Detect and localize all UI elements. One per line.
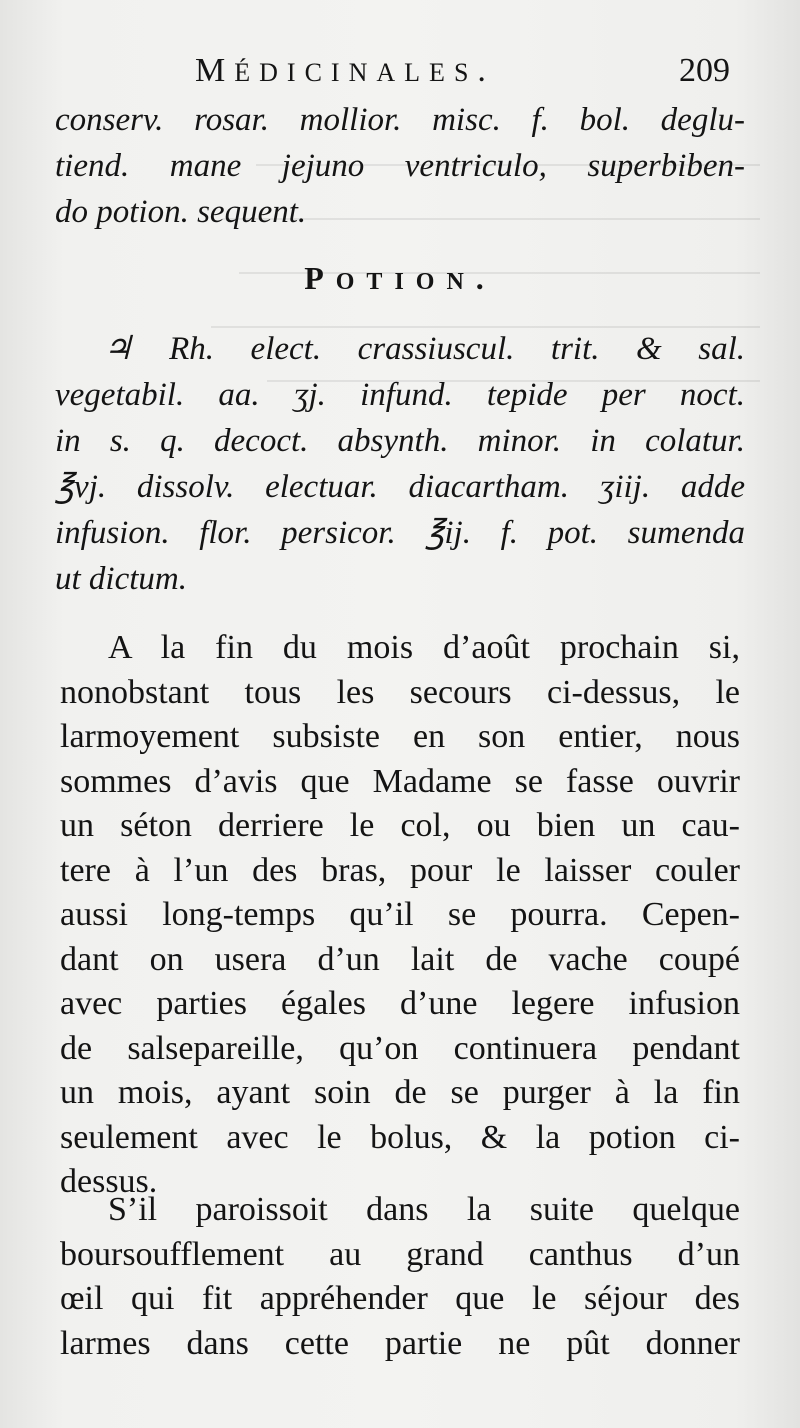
section-heading: POTION.: [304, 260, 496, 296]
text-line: larmes dans cette partie ne pût donner: [60, 1324, 740, 1362]
text-line: infusion. flor. persicor. ℥ij. f. pot. sumenda: [55, 515, 745, 551]
text-line: tiend. mane jejuno ventriculo, superbiben-: [55, 148, 745, 184]
page-number: 209: [679, 52, 730, 89]
text-line: in s. q. decoct. absynth. minor. in colatur.: [55, 423, 745, 459]
prescription-potion: [55, 326, 745, 602]
text-line: sommes d’avis que Madame se fasse ouvrir: [60, 762, 740, 800]
text-line: œil qui fit appréhender que le séjour des: [60, 1280, 740, 1317]
text-line: un séton derriere le col, ou bien un cau-: [60, 807, 740, 844]
text-line: conserv. rosar. mollior. misc. f. bol. deglu-: [55, 102, 745, 138]
text-line: aussi long-temps qu’il se pourra. Cepen-: [60, 896, 740, 933]
text-line: boursoufflement au grand canthus d’un: [60, 1235, 740, 1273]
prescription-bolus: [55, 97, 745, 235]
text-line: de salsepareille, qu’on continuera pendant: [60, 1029, 740, 1067]
text-line: A la fin du mois d’août prochain si,: [108, 629, 740, 666]
text-line: ℥vj. dissolv. electuar. diacartham. ʒiij. adde: [55, 469, 745, 505]
text-line: dant on usera d’un lait de vache coupé: [60, 940, 740, 978]
text-line: avec parties égales d’une legere infusion: [60, 985, 740, 1022]
text-line: seulement avec le bolus, & la potion ci-: [60, 1118, 740, 1156]
text-line: ♃ Rh. elect. crassiuscul. trit. & sal.: [103, 331, 745, 367]
text-line: dessus.: [60, 1163, 158, 1200]
paragraph-canthus: [60, 1188, 740, 1366]
text-line: larmoyement subsiste en son entier, nous: [60, 718, 740, 755]
text-line: vegetabil. aa. ʒj. infund. tepide per noct.: [55, 377, 745, 413]
text-line: nonobstant tous les secours ci-dessus, le: [60, 673, 740, 711]
page-header: [195, 50, 740, 92]
text-line: do potion. sequent.: [55, 194, 307, 230]
text-line: tere à l’un des bras, pour le laisser couler: [60, 851, 740, 889]
text-line: S’il paroissoit dans la suite quelque: [108, 1191, 740, 1228]
running-title: MÉDICINALES.: [195, 52, 495, 89]
paragraph-lachrymation: [60, 626, 740, 1205]
text-line: un mois, ayant soin de se purger à la fin: [60, 1074, 740, 1111]
text-line: ut dictum.: [55, 561, 187, 597]
